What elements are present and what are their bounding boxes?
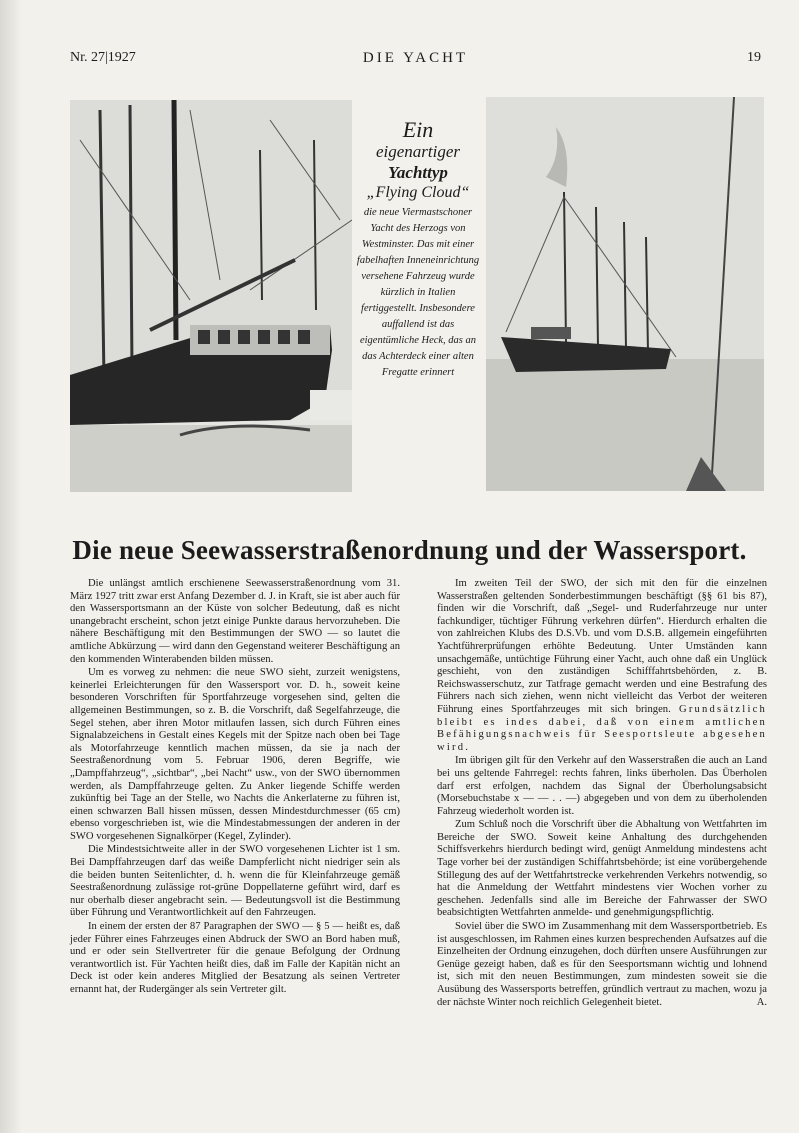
paragraph: Die unlängst amtlich erschienene Seewasserstraßenordnung vom 31. März 1927 tritt zwar erst Anfang Dezember d. J. in Kraft, sie ist aber auch für den Wassersportsmann an der Küste von solcher Bedeutung, daß es nicht unangebracht erscheint, schon jetzt einige Punkte daraus hervorzuheben. Die nähere Beschäftigung mit den Bestimmungen der SWO — so lautet die amtliche Abkürzung — wird dann den Gegenstand weiterer Beschäftigung an den kommenden Winterabenden bilden müssen. [70, 578, 400, 665]
author-signature: A. [756, 996, 767, 1008]
paragraph: Zum Schluß noch die Vorschrift über die Abhaltung von Wettfahrten im Bereiche der SWO. Soweit keine Anhaltung des durchgehenden Schiffsverkehrs hierdurch bedingt wird, genügt Anmeldung mindestens acht Tage vorher bei der zuständigen Schiffahrtsbehörde; ist eine vorübergehende Stillegung des auf der Wettfahrtstrecke verkehrenden Verkehrs notwendig, so hat die Anmeldung der Wettfahrt mindestens vier Wochen vorher zu geschehen. Jedenfalls sind alle im Bereiche der Fahrwasser der SWO beabsichtigten Wettfahrten anmelde- und genehmigungspflichtig. [437, 819, 767, 919]
emphasized-text: Grundsätzlich bleibt es indes dabei, daß von einem amtlichen Befähigungsnachweis für Seesportsleute abgesehen wird. [437, 703, 767, 753]
paragraph-text: Im zweiten Teil der SWO, der sich mit den für die einzelnen Wasserstraßen geltenden Sonderbestimmungen beschäftigt (§§ 61 bis 87), finden wir die Vorschrift, daß „Segel- und Ruderfahrzeuge nur unter fachkundiger, tüchtiger Führung verkehren dürfen“. Hierdurch erhalten die von zahlreichen Klubs des D.S.Vb. und vom D.S.B. allgemein eingeführten Yachtführerprüfungen erhöhte Bedeutung. Unter Umständen kann unsachgemäße, untüchtige Führung einer Yacht, auch ohne daß ein Unglück geschieht, von den zuständigen Schifffahrtsbehörden, z. B. Reichswasserschutz, zur Tatfrage gemacht werden und eine Bestrafung des Führers nach sich ziehen, wenn nicht vielleicht das Verbot der weiteren Führung eines Sportfahrzeuges mit sich bringen. [437, 578, 767, 715]
paragraph: Die Mindestsichtweite aller in der SWO vorgesehenen Lichter ist 1 sm. Bei Dampffahrzeugen darf das weiße Dampferlicht nicht niedriger sein als die beiden bunten Seitenlichter, d. h. wenn die für Kleinfahrzeuge gemäß Seestraßenordnung zulässige rot-grüne Doppellaterne geführt wird, darf es nur oberhalb dieser angebracht sein. — Bedeutungsvoll ist die Bestimmung über Führung und Verantwortlichkeit auf den Fahrzeugen. [70, 844, 400, 919]
page-header [70, 50, 761, 72]
issue-number: Nr. 27|1927 [70, 50, 136, 65]
caption-title-line-1: Ein [402, 117, 434, 142]
photo-four-mast-schooner [486, 97, 764, 491]
article-column-right [437, 578, 767, 1009]
page-number: 19 [747, 50, 761, 65]
paragraph: In einem der ersten der 87 Paragraphen der SWO — § 5 — heißt es, daß jeder Führer eines Fahrzeuges einen Abdruck der SWO an Bord haben muß, und er oder sein Stellvertreter für die genaue Befolgung der Ordnung verantwortlich ist. Für Yachten heißt dies, daß im Falle der Kapitän nicht an Deck ist oder kein anderes Mitglied der Besatzung als seinen Vertreter ernannt hat, der Rudergänger als sein Vertreter gilt. [70, 921, 400, 995]
paragraph [437, 578, 767, 754]
paragraph: Um es vorweg zu nehmen: die neue SWO sieht, zurzeit wenigstens, keinerlei Erleichterungen für den Wassersport vor. D. h., soweit keine besonderen Vorschriften für Sportfahrzeuge vorgesehen sind, gelten die allgemeinen Bestimmungen, so z. B. die Vorschrift, daß Segelfahrzeuge, die Segel stehen, aber ihren Motor mitlaufen lassen, sich durch Führen eines Signalabzeichens in Gestalt eines Kegels mit der Spitze nach oben bei Tage als Motorfahrzeuge kenntlich machen müssen, da sie ja nach der Seestraßenordnung vom 5. Februar 1906, deren Begriffe, wie „Dampffahrzeug“, „sichtbar“, „bei Nacht“ usw., von der SWO übernommen werden, als Dampffahrzeuge gelten. Zu Anker liegende Schiffe werden zukünftig bei Tage an der Stelle, wo Nachts die Ankerlaterne zu führen ist, einen schwarzen Ball hissen müssen, dessen Mindestdurchmesser (65 cm) ebenso vorgeschrieben ist, wie die Mindestabmessungen der anderen in der SWO vorgesehenen Signalkörper (Kegel, Zylinder). [70, 667, 400, 842]
paragraph: Im übrigen gilt für den Verkehr auf den Wasserstraßen die auch an Land bei uns geltende Fahrregel: rechts fahren, links überholen. Das Überholen darf erst erfolgen, nachdem das Signal der Überholungsabsicht (Morsebuchstabe x — — . . —) abgegeben und von dem zu überholenden Fahrzeug wiederholt worden ist. [437, 755, 767, 817]
paragraph [437, 921, 767, 1009]
article-column-left [70, 578, 400, 997]
caption-title-line-4: „Flying Cloud“ [366, 184, 470, 201]
magazine-title: DIE YACHT [362, 50, 469, 66]
page-edge-shadow [0, 0, 22, 1133]
caption-title-line-2: eigenartiger [375, 142, 461, 161]
paragraph-text: Soviel über die SWO im Zusammenhang mit dem Wassersportbetrieb. Es ist ausgeschlossen, im Rahmen eines kurzen besprechenden Aufsatzes auf die Einzelheiten der Ordnung einzugehen, doch dürften unsere Ausführungen zur Genüge gezeigt haben, daß es für den Seesportsmann wichtig und lohnend ist, sich mit den neuen Bestimmungen, zum mindesten soweit sie die Ausübung des Wassersports betreffen, gründlich vertraut zu machen, wozu ja der nächste Winter noch reichlich Gelegenheit bietet. [437, 921, 767, 1008]
photo-caption [355, 118, 481, 381]
caption-title-line-3: Yachttyp [388, 163, 448, 182]
caption-body: die neue Viermastschoner Yacht des Herzogs von Westminster. Das mit einer fabelhaften Inneneinrichtung versehene Fahrzeug wurde kürzlich in Italien fertiggestellt. Insbesondere auffallend ist das eigentümliche Heck, das an das Achterdeck einer alten Fregatte erinnert [356, 207, 480, 378]
photo-yacht-stern-quay [70, 100, 352, 492]
article-headline: Die neue Seewasserstraßenordnung und der Wassersport. [72, 535, 747, 565]
